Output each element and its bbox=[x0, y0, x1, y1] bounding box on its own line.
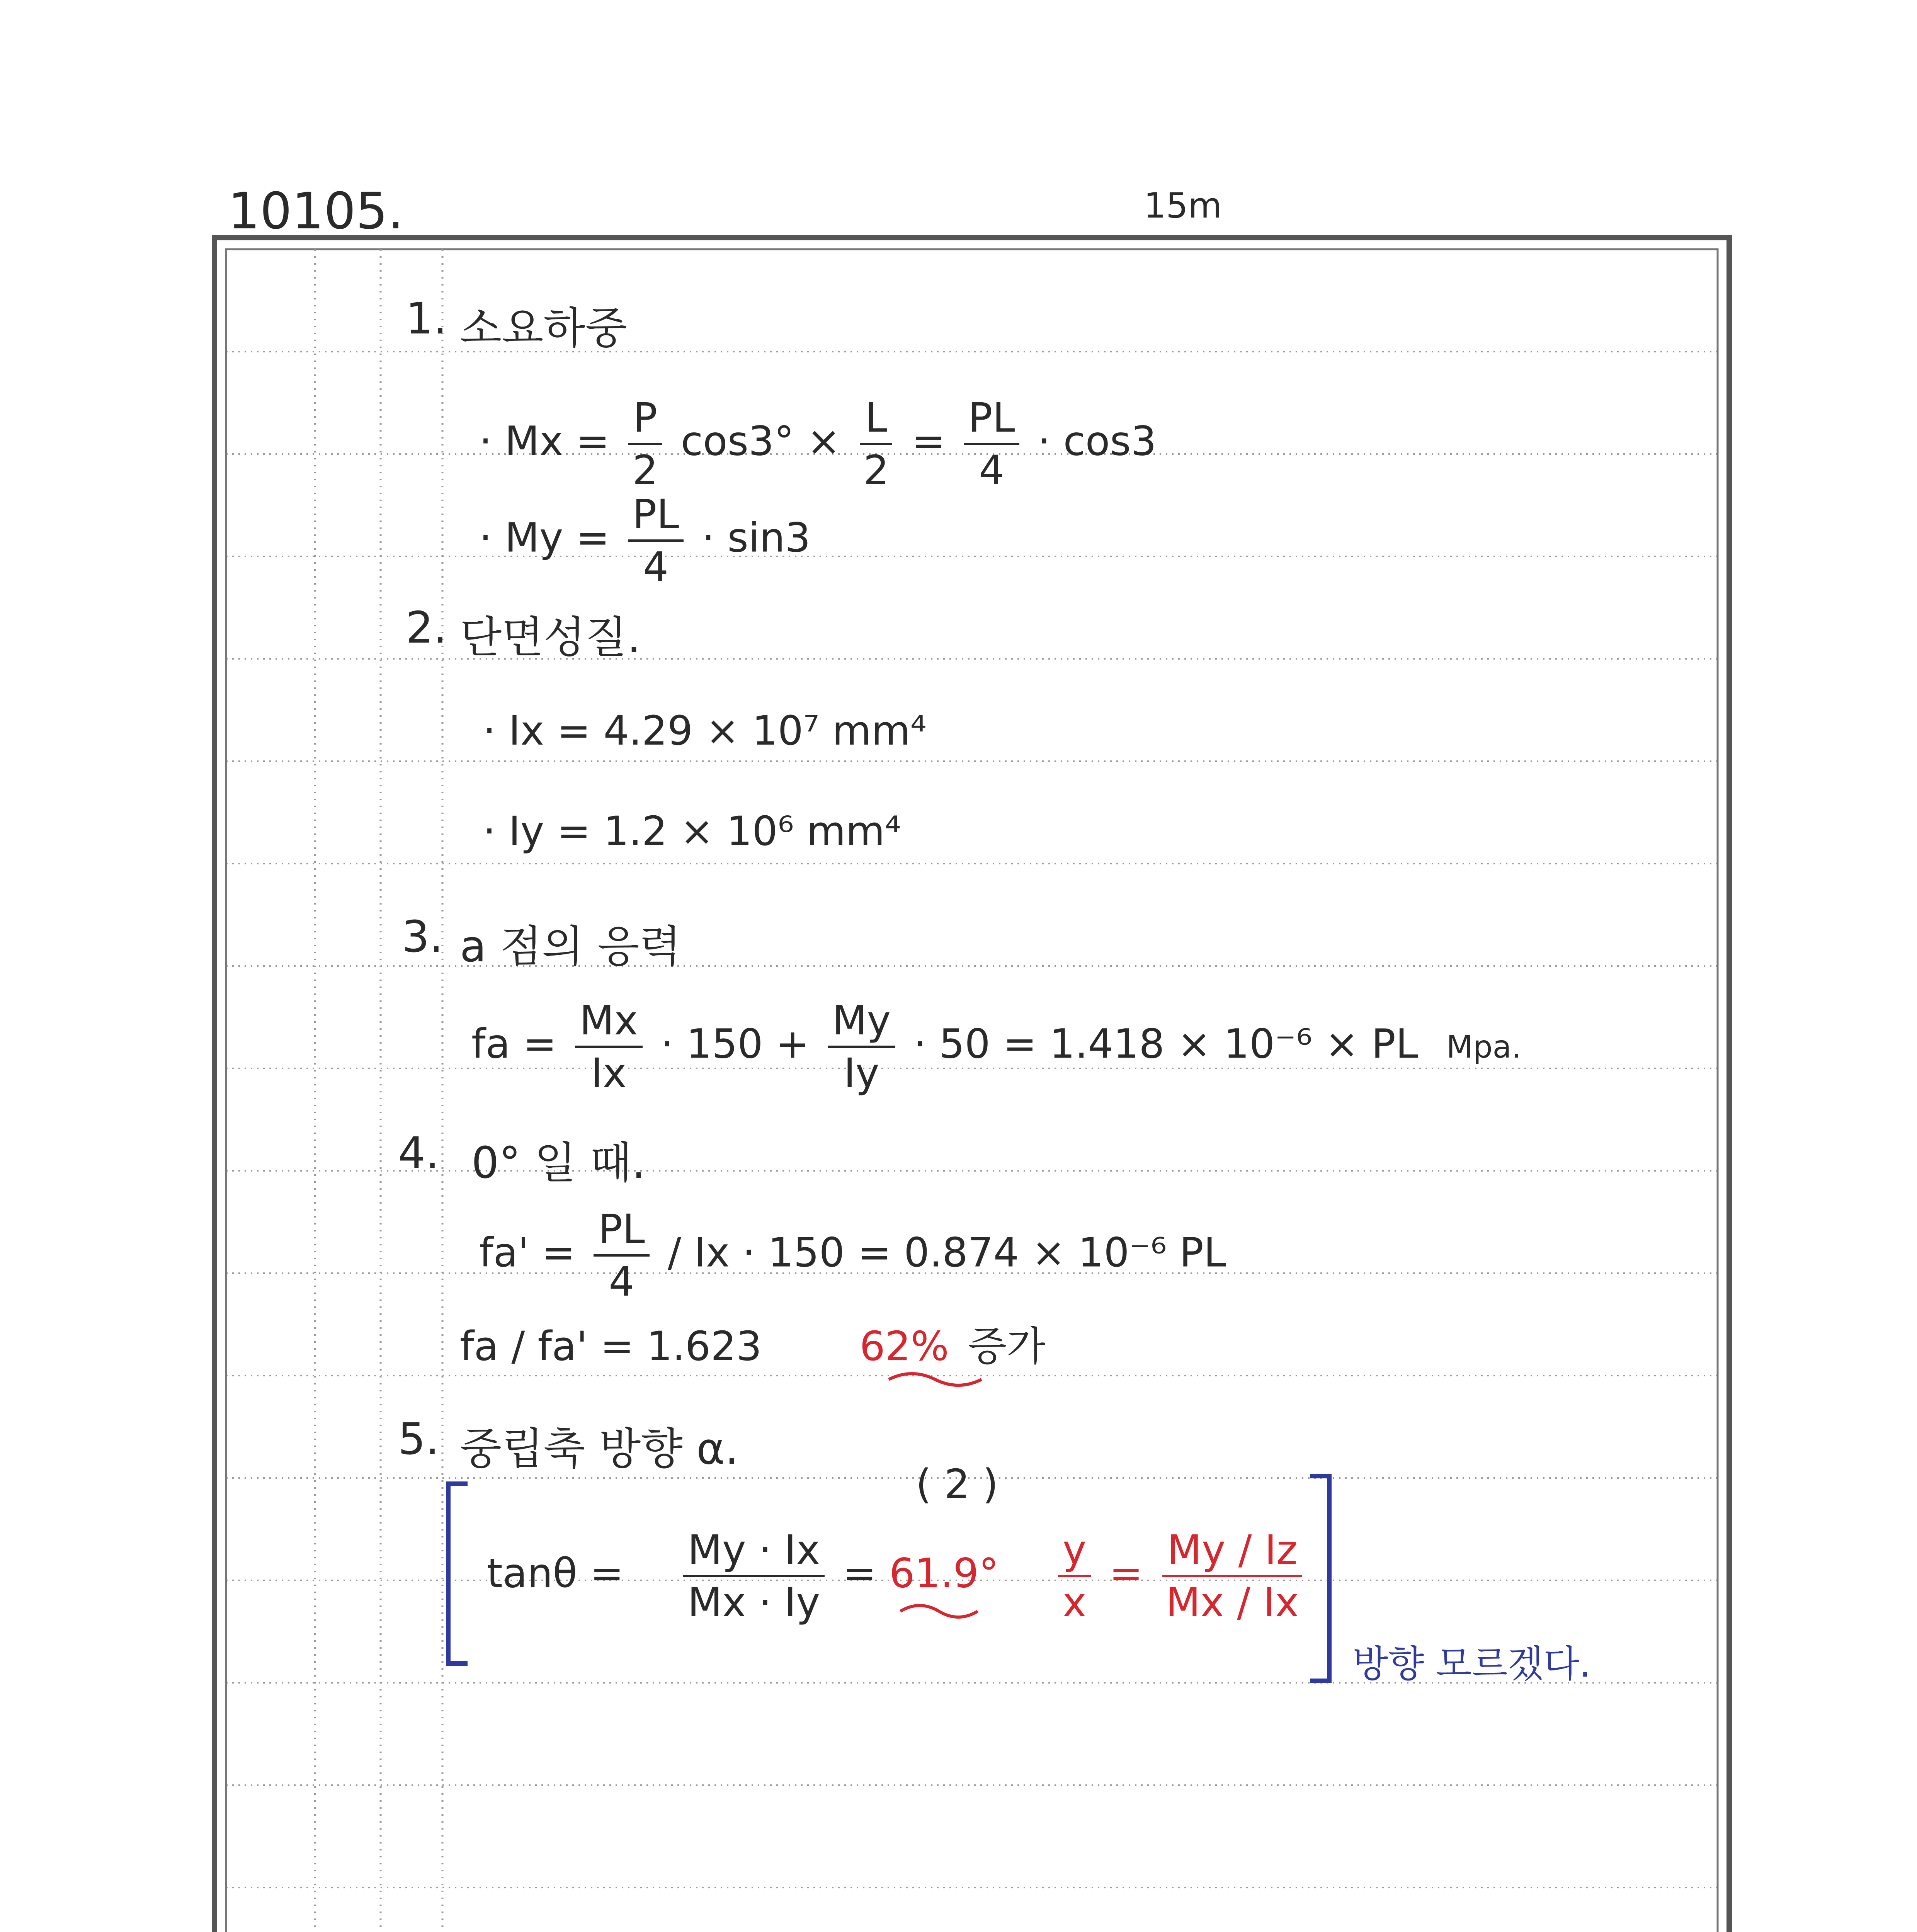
step-5-title: 중립축 방향 α. bbox=[460, 1424, 739, 1474]
equals: = bbox=[576, 417, 610, 465]
time-note: 15m bbox=[1144, 185, 1222, 226]
step-1-number: 1. bbox=[406, 294, 447, 344]
fa-prime-rest: / Ix · 150 = 0.874 × 10⁻⁶ PL bbox=[667, 1229, 1226, 1276]
fa-lhs: fa = bbox=[471, 1020, 557, 1068]
red-underline-62 bbox=[889, 1374, 981, 1385]
ratio-increase: 증가 bbox=[968, 1323, 1046, 1370]
ruled-lines bbox=[226, 352, 1718, 1932]
step-4-number: 4. bbox=[398, 1128, 439, 1179]
numerator: My / Iz bbox=[1162, 1526, 1302, 1577]
question-number: 10105. bbox=[228, 182, 404, 240]
denominator: Iy bbox=[844, 1049, 879, 1097]
term-50-result: · 50 = 1.418 × 10⁻⁶ × PL bbox=[913, 1020, 1418, 1068]
bullet: · bbox=[479, 514, 492, 561]
step-2-line-iy: · Iy = 1.2 × 10⁶ mm⁴ bbox=[483, 808, 901, 855]
fraction-l-over-2 bbox=[859, 394, 893, 494]
equals: = bbox=[912, 417, 946, 465]
sin3-term: · sin3 bbox=[702, 514, 811, 561]
blue-left-bracket bbox=[448, 1484, 468, 1663]
numerator: PL bbox=[964, 394, 1020, 445]
fraction-pl-over-4 bbox=[964, 394, 1020, 494]
step-1-line-mx bbox=[479, 394, 1157, 494]
step-5-tan-equation bbox=[487, 1526, 1309, 1626]
step-1-line-my bbox=[479, 491, 811, 590]
cos3-term: · cos3 bbox=[1038, 417, 1157, 465]
denominator: 4 bbox=[643, 543, 669, 590]
step-3-stress-equation bbox=[471, 997, 1521, 1097]
ratio-percent: 62% bbox=[859, 1323, 949, 1370]
step-1-title: 소요하중 bbox=[460, 303, 627, 354]
fraction-my-iz-over-mx-ix bbox=[1161, 1526, 1304, 1626]
tan-lhs: tanθ = bbox=[487, 1549, 624, 1597]
ratio-text: fa / fa' = 1.623 bbox=[460, 1323, 762, 1370]
denominator: Ix bbox=[591, 1049, 627, 1097]
step-4-title: 0° 일 때. bbox=[471, 1138, 646, 1188]
numerator: PL bbox=[628, 491, 684, 542]
numerator: L bbox=[860, 394, 892, 445]
numerator: Mx bbox=[575, 997, 643, 1048]
my-symbol: My bbox=[505, 514, 563, 561]
step-5-number: 5. bbox=[398, 1414, 439, 1464]
equals: = bbox=[576, 514, 610, 561]
equals: = bbox=[843, 1549, 877, 1597]
numerator: PL bbox=[594, 1206, 650, 1257]
denominator: Mx · Iy bbox=[687, 1579, 820, 1626]
step-4-fa-prime-equation bbox=[479, 1206, 1226, 1305]
fraction-p-over-2 bbox=[628, 394, 663, 494]
fraction-pl-over-4 bbox=[628, 491, 684, 590]
fraction-y-over-x bbox=[1058, 1526, 1091, 1626]
fraction-pl-over-4 bbox=[594, 1206, 650, 1305]
term-150-plus: · 150 + bbox=[660, 1020, 810, 1068]
fraction-my-over-iy bbox=[828, 997, 895, 1097]
numerator: P bbox=[628, 394, 662, 445]
denominator: 2 bbox=[632, 447, 658, 494]
step-2-line-ix: · Ix = 4.29 × 10⁷ mm⁴ bbox=[483, 707, 927, 754]
mx-symbol: Mx bbox=[505, 417, 563, 465]
denominator: Mx / Ix bbox=[1165, 1579, 1299, 1626]
step-4-ratio-line bbox=[460, 1314, 1046, 1372]
step-2-title: 단면성질. bbox=[460, 612, 641, 663]
step-5-paren-note: ( 2 ) bbox=[916, 1461, 998, 1508]
fraction-mx-over-ix bbox=[575, 997, 643, 1097]
denominator: 4 bbox=[609, 1258, 634, 1305]
fraction-my-ix-over-mx-iy bbox=[683, 1526, 825, 1626]
cos-term: cos3° × bbox=[680, 417, 854, 465]
numerator: My bbox=[828, 997, 895, 1048]
blue-right-bracket bbox=[1310, 1476, 1329, 1681]
denominator: 2 bbox=[863, 447, 889, 494]
numerator: My · Ix bbox=[683, 1526, 825, 1577]
step-3-number: 3. bbox=[402, 912, 443, 962]
denominator: x bbox=[1062, 1579, 1087, 1626]
bullet: · bbox=[479, 417, 492, 465]
tan-result: 61.9° bbox=[889, 1549, 999, 1597]
step-2-number: 2. bbox=[406, 603, 447, 653]
unit-mpa: Mpa. bbox=[1446, 1029, 1522, 1065]
denominator: 4 bbox=[979, 447, 1005, 494]
numerator: y bbox=[1058, 1526, 1091, 1577]
fa-prime-lhs: fa' = bbox=[479, 1229, 576, 1276]
step-3-title: a 점의 응력 bbox=[460, 922, 681, 972]
equals: = bbox=[1109, 1549, 1143, 1597]
blue-note: 방향 모르겠다. bbox=[1352, 1642, 1591, 1685]
